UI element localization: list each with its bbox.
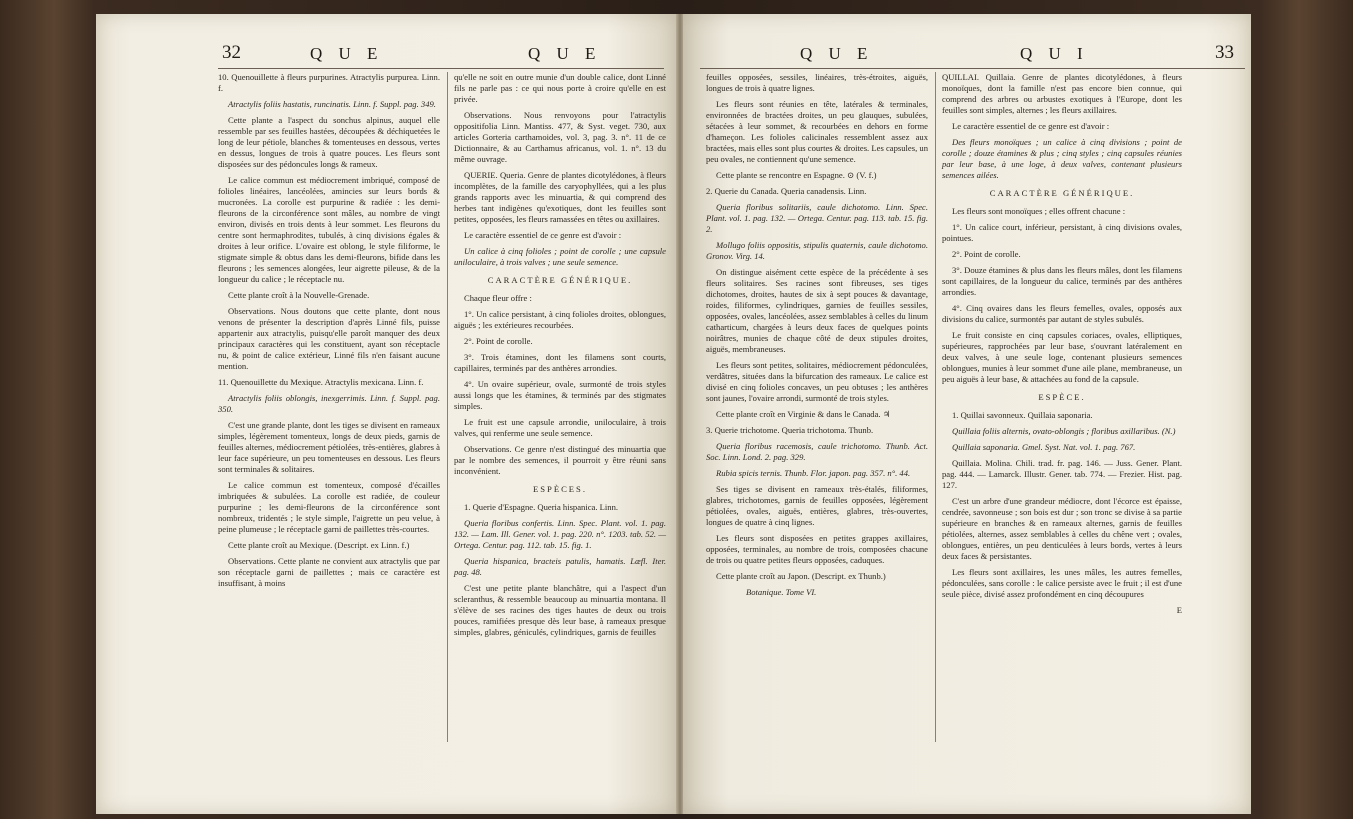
paragraph: 1. Quillai savonneux. Quillaia saponaria. [952, 410, 1093, 420]
paragraph: C'est une petite plante blanchâtre, qui a l'aspect d'un scleranthus, & ressemble beaucoup au minuartia montana. Il s'élève de ses racines des tiges hautes de deux ou trois pouces, ramifiées presque dès leur base, à rameaux presque simples, glabres, géniculés, cylindriques, garnis de feuilles [454, 583, 666, 637]
paragraph: 2°. Point de corolle. [464, 336, 533, 346]
paragraph: Les fleurs sont monoïques ; elles offrent chacune : [952, 206, 1126, 216]
paragraph: Chaque fleur offre : [464, 293, 532, 303]
right-column-2 [942, 72, 1182, 621]
right-col1-running-head: Q U E [800, 44, 874, 63]
paragraph: Des fleurs monoïques ; un calice à cinq divisions ; point de corolle ; douze étamines & plus ; cinq styles ; cinq capsules réunies par leur base, à une loge, à deux valves, contenant plusieurs semences ailées. [942, 137, 1182, 180]
paragraph: Cette plante croît au Mexique. (Descript. ex Linn. f.) [228, 540, 410, 550]
section-heading: ESPÈCE. [1038, 392, 1086, 402]
paragraph: Les fleurs sont disposées en petites grappes axillaires, opposées, terminales, au nombre de trois, composées chacune de trois ou quatre petites fleurs opposées, caduques. [706, 533, 928, 565]
paragraph: 3. Querie trichotome. Queria trichotoma. Thunb. [706, 425, 874, 435]
paragraph: Atractylis foliis oblongis, inexgerrimis. Linn. f. Suppl. pag. 350. [218, 393, 440, 414]
section-heading: ESPÈCES. [533, 484, 587, 494]
paragraph: Le fruit est une capsule arrondie, uniloculaire, à trois valves, qui renferme une seule semence. [454, 417, 666, 438]
paragraph: Queria floribus racemosis, caule trichotomo. Thunb. Act. Soc. Linn. Lond. 2. pag. 329. [706, 441, 928, 462]
paragraph: 1. Querie d'Espagne. Queria hispanica. Linn. [464, 502, 619, 512]
paragraph: 3°. Trois étamines, dont les filamens sont courts, capillaires, terminés par des anthères arrondies. [454, 352, 666, 373]
paragraph: Quillaia saponaria. Gmel. Syst. Nat. vol. 1. pag. 767. [952, 442, 1136, 452]
paragraph: 2. Querie du Canada. Queria canadensis. Linn. [706, 186, 867, 196]
paragraph: 4°. Cinq ovaires dans les fleurs femelles, ovales, opposés aux divisions du calice, surmontés par autant de styles subulés. [942, 303, 1182, 324]
signature-mark: E [1176, 605, 1182, 615]
paragraph: 1°. Un calice persistant, à cinq folioles droites, oblongues, aiguës ; les extérieures recourbées. [454, 309, 666, 330]
paragraph: On distingue aisément cette espèce de la précédente à ses fleurs solitaires. Ses racines sont fibreuses, ses tiges dichotomes, droites, hautes de six à sept pouces & davantage, roides, filiformes, cylindriques, garnies de feuilles sessiles, opposées, ovales, lancéolées, assez semblables à celles du linum catharticum, chargées à leurs deux faces de quelques points noirâtres, munies de chaque côté de deux stipules droites, aiguës, membraneuses. [706, 267, 928, 354]
paragraph: Les fleurs sont axillaires, les unes mâles, les autres femelles, pédonculées, sans corolle : le calice persiste avec le fruit ; il est d'une seule pièce, divisé assez profondément en cinq découpures [942, 567, 1182, 599]
paragraph: Les fleurs sont petites, solitaires, médiocrement pédonculées, verdâtres, situées dans la bifurcation des rameaux. Le calice est divisé en cinq folioles concaves, un peu obtuses ; les anthères sont jaunes, l'ovaire arrondi, surmonté de trois styles. [706, 360, 928, 403]
paragraph: Le calice commun est tomenteux, composé d'écailles imbriquées & subulées. La corolle est radiée, de couleur purpurine ; les demi-fleurons de la circonférence sont nombreux, tridentés ; le style simple, l'aigrette un peu velue, à peine plumeuse ; le réceptacle garni de paillettes très-courtes. [218, 480, 440, 534]
paragraph: Queria hispanica, bracteis patulis, hamatis. Læfl. Iter. pag. 48. [454, 556, 666, 577]
paragraph: feuilles opposées, sessiles, linéaires, très-étroites, aiguës, longues de trois à quatre lignes. [706, 72, 928, 93]
paragraph: Quillaia. Molina. Chili. trad. fr. pag. 146. — Juss. Gener. Plant. pag. 444. — Lamarck. Illustr. Gener. tab. 774. — Frezier. Hist. pag. 127. [942, 458, 1182, 490]
left-column-1 [218, 72, 440, 594]
right-page-number: 33 [1215, 42, 1234, 63]
paragraph: Observations. Ce genre n'est distingué des minuartia que par le nombre des semences, il pourroit y être réuni sans inconvénient. [454, 444, 666, 476]
left-head-rule [218, 68, 664, 69]
paragraph: 10. Quenouillette à fleurs purpurines. Atractylis purpurea. Linn. f. [218, 72, 440, 93]
right-head-rule [700, 68, 1245, 69]
paragraph: Observations. Nous renvoyons pour l'atractylis oppositifolia Linn. Mantiss. 477, & Syst. veget. 730, aux articles Gorteria carthamoides, vol. 3, pag. 3. n°. 11 de ce Dictionnaire, & au Carthamus africanus, vol. 1. n°. 13 du même ouvrage. [454, 110, 666, 164]
page-signature-line: Botanique. Tome VI. [746, 587, 817, 597]
paragraph: C'est un arbre d'une grandeur médiocre, dont l'écorce est épaisse, cendrée, savonneuse ; son bois est dur ; son tronc se divise à sa partie supérieure en branches & en rameaux alternes, garnis de feuilles pétiolées, alternes, assez semblables à celles du chêne vert ; ovales, oblongues, entières, un peu denticulées à leurs bords, vertes à leurs deux faces & persistantes. [942, 496, 1182, 561]
left-column-2 [454, 72, 666, 643]
right-col2-running-head: Q U I [1020, 44, 1089, 63]
paragraph: Le caractère essentiel de ce genre est d'avoir : [952, 121, 1110, 131]
paragraph: Mollugo foliis oppositis, stipulis quaternis, caule dichotomo. Gronov. Virg. 14. [706, 240, 928, 261]
paragraph: 2°. Point de corolle. [952, 249, 1021, 259]
left-col1-running-head: Q U E [310, 44, 384, 63]
left-page-number: 32 [222, 42, 241, 63]
paragraph: Cette plante croît au Japon. (Descript. ex Thunb.) [716, 571, 886, 581]
left-col2-running-head: Q U E [528, 44, 602, 63]
paragraph: C'est une grande plante, dont les tiges se divisent en rameaux simples, légèrement tomenteux, longs de deux pieds, garnis de feuilles alternes, médiocrement pétiolées, très-entières, glabres à leur face supérieure, un peu tomenteuses en dessous. Les fleurs sont terminales & solitaires. [218, 420, 440, 474]
paragraph: Queria floribus solitariis, caule dichotomo. Linn. Spec. Plant. vol. 1. pag. 132. — Ortega. Centur. pag. 113. tab. 15. fig. 2. [706, 202, 928, 234]
left-column-divider [447, 72, 448, 742]
paragraph: 11. Quenouillette du Mexique. Atractylis mexicana. Linn. f. [218, 377, 424, 387]
section-heading: CARACTÈRE GÉNÉRIQUE. [487, 275, 633, 285]
paragraph: Les fleurs sont réunies en tête, latérales & terminales, environnées de bractées droites, un peu glauques, subulées, sétacées à leur sommet, & recourbées en dehors en forme d'hameçon. Les folioles calicinales ressemblent assez aux bractées, mais elles sont plus courtes & droites. Les capsules, un peu ovales, ne contiennent qu'une semence. [706, 99, 928, 164]
paragraph: 1°. Un calice court, inférieur, persistant, à cinq divisions ovales, pointues. [942, 222, 1182, 243]
paragraph: QUILLAI. Quillaia. Genre de plantes dicotylédones, à fleurs monoïques, dont la famille n'est pas encore bien connue, qui comprend des arbres ou arbustes exotiques à l'Europe, dont les feuilles sont simples, alternes ; les fleurs axillaires. [942, 72, 1182, 115]
section-heading: CARACTÈRE GÉNÉRIQUE. [989, 188, 1135, 198]
paragraph: Cette plante croît à la Nouvelle-Grenade. [228, 290, 370, 300]
paragraph: Observations. Nous doutons que cette plante, dont nous venons de présenter la description d'après Linné fils, puisse appartenir aux atractylis, puisqu'elle paroît manquer des deux principaux caractères qui les constituent, ayant son réceptacle nu, & point de calice extérieur, Linné fils n'en faisant aucune mention. [218, 306, 440, 371]
paragraph: Cette plante croît en Virginie & dans le Canada. ♃ [716, 409, 891, 419]
paragraph: Atractylis foliis hastatis, runcinatis. Linn. f. Suppl. pag. 349. [228, 99, 436, 109]
paragraph: Ses tiges se divisent en rameaux très-étalés, filiformes, glabres, trichotomes, garnis de feuilles opposées, légèrement pétiolées, ovales, aiguës, entières, glabres, très-ouvertes, longues de quatre à cinq lignes. [706, 484, 928, 527]
paragraph: Le calice commun est médiocrement imbriqué, composé de folioles linéaires, lancéolées, amincies sur leurs bords & mucronées. La corolle est purpurine & radiée : les demi-fleurons de la circonférence sont mâles, au nombre de vingt environ, divisés en trois dents à leur sommet. Les fleurons du centre sont hermaphrodites, tubulés, à cinq divisions égales & droites à leur orifice. L'ovaire est oblong, le style filiforme, le stigmate simple & obtus dans les demi-fleurons, bifide dans les fleurons ; les semences alongées, leur aigrette pileuse, & de la longueur du calice ; le réceptacle nu. [218, 175, 440, 284]
paragraph: Rubia spicis ternis. Thunb. Flor. japon. pag. 357. n°. 44. [716, 468, 911, 478]
paragraph: Le caractère essentiel de ce genre est d'avoir : [464, 230, 622, 240]
paragraph: Le fruit consiste en cinq capsules coriaces, ovales, elliptiques, supérieures, rapprochées par leur base, s'ouvrant latéralement en deux valves, à une seule loge, contenant plusieurs semences oblongues, munies à leur sommet d'une aile plane, membraneuse, un peu aiguës à leur base, & attachées au fond de la capsule. [942, 330, 1182, 384]
paragraph: Observations. Cette plante ne convient aux atractylis que par son réceptacle garni de paillettes ; mais ce caractère est insuffisant, à moins [218, 556, 440, 588]
paragraph: Un calice à cinq folioles ; point de corolle ; une capsule uniloculaire, à trois valves ; une seule semence. [454, 246, 666, 267]
right-column-1 [706, 72, 928, 603]
right-column-divider [935, 72, 936, 742]
paragraph: 3°. Douze étamines & plus dans les fleurs mâles, dont les filamens sont capillaires, de la longueur du calice, terminés par des anthères arrondies. [942, 265, 1182, 297]
paragraph: Cette plante se rencontre en Espagne. ⊙ (V. f.) [716, 170, 877, 180]
paragraph: Quillaia foliis alternis, ovato-oblongis ; floribus axillaribus. (N.) [952, 426, 1176, 436]
paragraph: Queria floribus confertis. Linn. Spec. Plant. vol. 1. pag. 132. — Lam. Ill. Gener. vol. 1. pag. 220. n°. 1203. tab. 52. — Ortega. Centur. pag. 112. tab. 15. fig. 1. [454, 518, 666, 550]
paragraph: 4°. Un ovaire supérieur, ovale, surmonté de trois styles aussi longs que les étamines, & terminés par des stigmates simples. [454, 379, 666, 411]
paragraph: QUERIE. Queria. Genre de plantes dicotylédones, à fleurs incomplètes, de la famille des caryophyllées, qui a les plus grands rapports avec les minuartia, & qui comprend des herbes tant indigènes qu'exotiques, dont les feuilles sont petites, opposées, les fleurs ramassées en têtes ou axillaires. [454, 170, 666, 224]
paragraph: qu'elle ne soit en outre munie d'un double calice, dont Linné fils ne parle pas : ce qui nous porte à croire qu'elle en est privée. [454, 72, 666, 104]
paragraph: Cette plante a l'aspect du sonchus alpinus, auquel elle ressemble par ses feuilles hastées, découpées & déchiquetées le long de leur pétiole, blanches & tomenteuses en dessous, vertes en dessus, longues de trois à quatre pouces. Les fleurs sont disposées sur des pédoncules longs & rameux. [218, 115, 440, 169]
